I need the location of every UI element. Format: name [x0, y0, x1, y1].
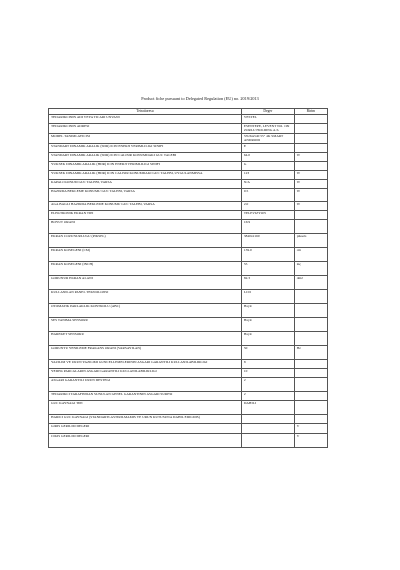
row-label: KAPALI KONUM GUC TALEBI, VARSA — [49, 179, 242, 188]
row-unit — [294, 391, 327, 400]
row-unit — [294, 219, 327, 233]
table-row — [49, 233, 328, 247]
row-label: TEDARIKCININ ADI VEYA TICARI UNVANI — [49, 115, 242, 124]
row-label: TEDARIKCI TARAFINDAN SUNULAN GENEL GARANTININ ASGARI SURESI — [49, 391, 242, 400]
row-unit — [294, 359, 327, 368]
row-value: 16:9 — [241, 219, 294, 233]
row-value: 64.0 — [241, 152, 294, 161]
table-row — [49, 289, 328, 303]
row-label: BOYUT ORANI — [49, 219, 242, 233]
table-row — [49, 134, 328, 144]
row-unit: V — [294, 423, 327, 433]
row-label: GORUNUR EKRAN ALANI — [49, 275, 242, 289]
row-value: 55U6A540 55" 4K SMART ANDROID — [241, 134, 294, 144]
row-value — [241, 433, 294, 447]
row-value: 55 — [241, 261, 294, 275]
table-row — [49, 143, 328, 152]
row-value: 50 — [241, 345, 294, 359]
row-unit: dm2 — [294, 275, 327, 289]
row-unit — [294, 331, 327, 345]
row-value: Hayir — [241, 303, 294, 317]
row-value: Hayir — [241, 317, 294, 331]
row-value: 0.5 — [241, 188, 294, 201]
row-label: CIKIS GERILIM DEGERI — [49, 433, 242, 447]
row-value: Hayir — [241, 331, 294, 345]
row-unit: W — [294, 201, 327, 210]
row-label: ASGARI GARANTILI URUN DESTEGI — [49, 377, 242, 391]
table-body — [49, 115, 328, 448]
row-unit — [294, 414, 327, 423]
table-row — [49, 210, 328, 219]
row-value: TELEVIZYON — [241, 210, 294, 219]
header-value: Deger — [241, 109, 294, 115]
table-row — [49, 201, 328, 210]
row-label: MODEL TANIMLAYICISI — [49, 134, 242, 144]
table-row — [49, 368, 328, 377]
row-value — [241, 423, 294, 433]
table-row — [49, 303, 328, 317]
row-unit — [294, 377, 327, 391]
row-unit — [294, 134, 327, 144]
row-value: ESENTEPE, LEVENT NO. 199 ZORLU HOLDING A.S. — [241, 124, 294, 134]
row-label: ELEKTRONIK EKRAN TIPI — [49, 210, 242, 219]
row-value: DAHILI — [241, 400, 294, 414]
table-row — [49, 414, 328, 423]
row-unit: W — [294, 188, 327, 201]
table-row — [49, 161, 328, 170]
table-row — [49, 317, 328, 331]
table-row — [49, 152, 328, 161]
row-value: 2 — [241, 391, 294, 400]
table-row — [49, 377, 328, 391]
row-value: LCD — [241, 289, 294, 303]
table-row — [49, 359, 328, 368]
row-label: EKRAN COZUNURLUGU (PIKSEL) — [49, 233, 242, 247]
product-fiche-table — [48, 108, 328, 448]
row-unit: W — [294, 170, 327, 179]
table-row — [49, 170, 328, 179]
row-label: STANDART DINAMIK ARALIK (SDR) ICIN CALISIR KONUMDAKI GUC TALEBI — [49, 152, 242, 161]
row-unit: piksels — [294, 233, 327, 247]
row-value: 2.0 — [241, 201, 294, 210]
document-title: Product fiche pursuant to Delegated Regulation (EU) no. 2019/2013 — [141, 96, 259, 101]
row-value: 82.3 — [241, 275, 294, 289]
row-value: 2 — [241, 377, 294, 391]
row-label: SES TANIMA SENSORU — [49, 317, 242, 331]
row-unit — [294, 289, 327, 303]
table-row — [49, 247, 328, 261]
table-row — [49, 124, 328, 134]
row-value: 3840x2160 — [241, 233, 294, 247]
row-label: GORUNTU YENILEME FRAKANS ORANI (VARSAYILAN) — [49, 345, 242, 359]
row-value: G — [241, 161, 294, 170]
row-unit: V — [294, 433, 327, 447]
table-row — [49, 433, 328, 447]
header-unit: Birim — [294, 109, 327, 115]
row-value: E — [241, 143, 294, 152]
row-unit: W — [294, 179, 327, 188]
row-value: N/A — [241, 179, 294, 188]
row-unit — [294, 368, 327, 377]
row-label: GIRIS GERILIM DEGERI — [49, 423, 242, 433]
row-label: TEDARIKCININ ADRESI — [49, 124, 242, 134]
table-row — [49, 275, 328, 289]
row-unit — [294, 317, 327, 331]
row-label: GUC KAYNAGI TIPI — [49, 400, 242, 414]
row-unit: Hz — [294, 345, 327, 359]
row-value: 10 — [241, 368, 294, 377]
row-value: VESTEL — [241, 115, 294, 124]
table-row — [49, 423, 328, 433]
row-label: OTOMATIK PARLAKLIK KONTROLU (ABC) — [49, 303, 242, 317]
row-unit — [294, 210, 327, 219]
row-unit — [294, 400, 327, 414]
row-unit: cm — [294, 247, 327, 261]
row-unit: W — [294, 152, 327, 161]
row-label: YEDEK PARCALARIN ASGARI GARANTILI KULLANILABILIRLIGI — [49, 368, 242, 377]
row-label: HARICI GUC KAYNAGI (STANDARTLASTIRILMAMIS VE URUN KUTUSUNA DAHIL EDILMIS) — [49, 414, 242, 423]
row-unit: inç — [294, 261, 327, 275]
row-label: AGA BAGLI HAZIRDA BEKLEME KONUMU GUC TALEBI, VARSA — [49, 201, 242, 210]
row-value — [241, 414, 294, 423]
table-row — [49, 115, 328, 124]
table-row — [49, 400, 328, 414]
table-row — [49, 261, 328, 275]
row-unit — [294, 124, 327, 134]
row-unit — [294, 143, 327, 152]
table-row — [49, 179, 328, 188]
row-label: EKRAN KOSEGENI (INCH) — [49, 261, 242, 275]
row-unit — [294, 161, 327, 170]
row-label: YUKSEK DINAMIK ARALIK (HDR) ICIN ENERJI VERIMLILIGI SINIFI — [49, 161, 242, 170]
row-label: STANDART DINAMIK ARALIK (SDR) ICIN ENERJI VERIMLILIGI SINIFI — [49, 143, 242, 152]
row-label: KULLANILAN PANEL TEKNOLOJISI — [49, 289, 242, 303]
row-label: YUKSEK DINAMIK ARALIK (HDR) ICIN CALISIR KONUMDAKI GUC TALEBI, UYGULANMISSA — [49, 170, 242, 179]
row-label: YAZILIM VE URUN YAZILIMI GUNCELLEMELERININ ASGARI GARANTILI KULLANILABILIRLIGI — [49, 359, 242, 368]
row-label: EKRAN KOSEGENI (CM) — [49, 247, 242, 261]
table-row — [49, 391, 328, 400]
row-unit — [294, 303, 327, 317]
table-row — [49, 331, 328, 345]
table-row — [49, 219, 328, 233]
table-row — [49, 345, 328, 359]
row-value: 139.0 — [241, 247, 294, 261]
row-label: HAZIRDA BEKLEME KONUMU GUC TALEBI, VARSA — [49, 188, 242, 201]
row-unit — [294, 115, 327, 124]
header-parameter: Tetratioresu — [49, 109, 242, 115]
row-value: 8 — [241, 359, 294, 368]
row-label: HAREKET SENSORU — [49, 331, 242, 345]
row-value: 123 — [241, 170, 294, 179]
table-row — [49, 188, 328, 201]
